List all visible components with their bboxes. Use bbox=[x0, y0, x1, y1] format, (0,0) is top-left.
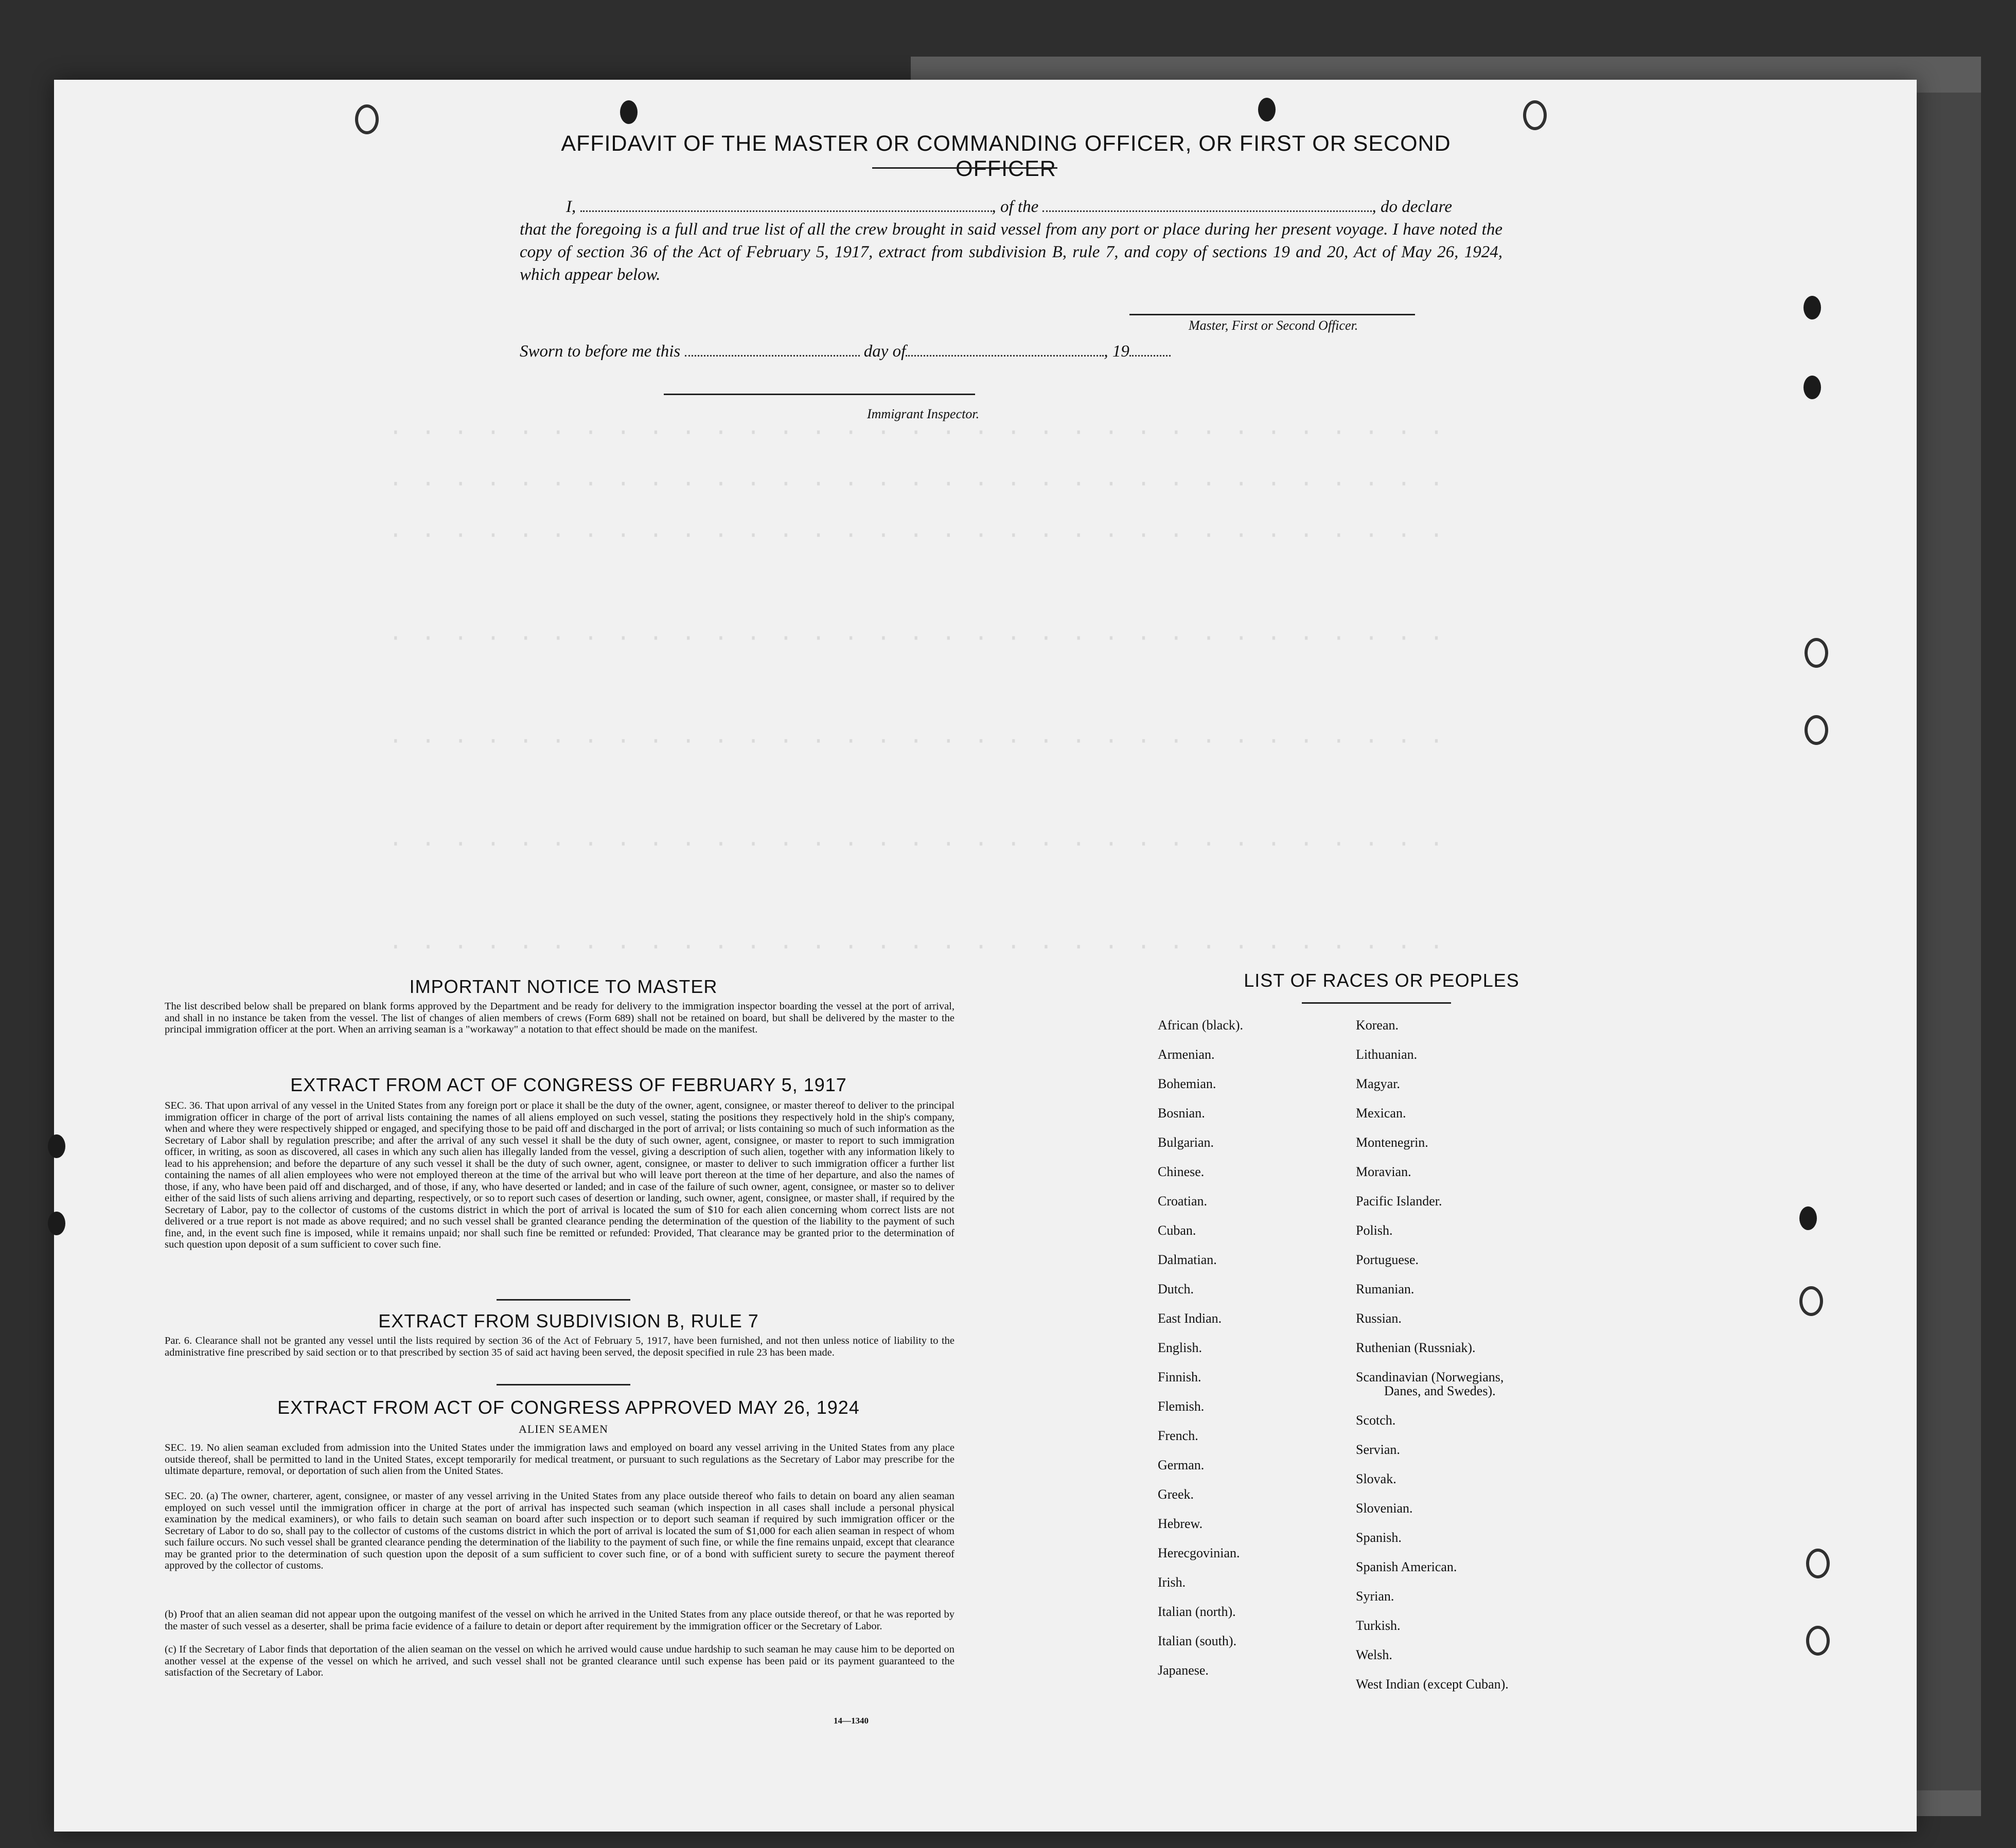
races-title: LIST OF RACES OR PEOPLES bbox=[1244, 970, 1519, 991]
race-item: Servian. bbox=[1356, 1442, 1400, 1457]
races-right-column bbox=[1356, 1018, 1509, 1706]
punch-hole bbox=[1806, 1626, 1830, 1656]
race-item: East Indian. bbox=[1158, 1311, 1222, 1326]
race-item: Montenegrin. bbox=[1356, 1135, 1428, 1150]
race-item: Scotch. bbox=[1356, 1413, 1396, 1428]
race-item: Chinese. bbox=[1158, 1164, 1205, 1179]
inspector-caption: Immigrant Inspector. bbox=[867, 406, 980, 421]
race-item: Herecgovinian. bbox=[1158, 1545, 1240, 1560]
race-item: Mexican. bbox=[1356, 1106, 1406, 1121]
punch-hole bbox=[1803, 296, 1821, 319]
master-signature-line[interactable] bbox=[1129, 314, 1415, 315]
race-item: German. bbox=[1158, 1458, 1205, 1472]
form-number: 14—1340 bbox=[834, 1716, 869, 1726]
affidavit-statement: that the foregoing is a full and true list of all the crew brought in said vessel from any port or place during her present voyage. I have noted the copy of section 36 of the Act of February 5, 1917, extract from subdivision B, rule 7, and copy of sections 19 and 20, Act of May 26, 1924, which appear below. bbox=[520, 220, 1502, 284]
race-item: Cuban. bbox=[1158, 1223, 1196, 1238]
race-item: Magyar. bbox=[1356, 1076, 1400, 1091]
section-divider bbox=[497, 1299, 630, 1301]
punch-hole bbox=[1805, 638, 1828, 668]
race-item: Bulgarian. bbox=[1158, 1135, 1214, 1150]
punch-hole bbox=[355, 104, 379, 134]
race-item: Dutch. bbox=[1158, 1282, 1194, 1296]
sworn-month-field[interactable] bbox=[906, 355, 1104, 357]
bleed-through: · · · · · · · · · · · · · · · · · · · · · · · · · · · · · · · · · bbox=[388, 934, 1446, 961]
punch-hole bbox=[620, 100, 638, 124]
bleed-through: · · · · · · · · · · · · · · · · · · · · · · · · · · · · · · · · · bbox=[388, 625, 1446, 652]
bleed-through: · · · · · · · · · · · · · · · · · · · · · · · · · · · · · · · · · bbox=[388, 419, 1446, 446]
race-item: Turkish. bbox=[1356, 1618, 1401, 1633]
race-item: Hebrew. bbox=[1158, 1516, 1203, 1531]
race-item: Danes, and Swedes). bbox=[1384, 1383, 1496, 1398]
race-item: Rumanian. bbox=[1356, 1282, 1414, 1296]
race-item: Bosnian. bbox=[1158, 1106, 1205, 1121]
sworn-day-of: day of bbox=[863, 342, 906, 361]
vessel-name-field[interactable] bbox=[1042, 210, 1372, 212]
extract-1917-title: EXTRACT FROM ACT OF CONGRESS OF FEBRUARY 5, 1917 bbox=[290, 1074, 847, 1095]
race-item: English. bbox=[1158, 1340, 1202, 1355]
extract-1924-sec20c: (c) If the Secretary of Labor finds that deportation of the alien seaman on the vessel on which he arrived would cause undue hardship to such seaman he may cause him to be deported on another vessel at the expense of the vessel on which he arrived, and such vessel shall not be granted clearance until such expense has been paid or its payment guaranteed to the satisfaction of the Secretary of Labor. bbox=[165, 1644, 954, 1678]
race-item: African (black). bbox=[1158, 1018, 1244, 1033]
punch-hole bbox=[1258, 98, 1276, 121]
race-item: Welsh. bbox=[1356, 1647, 1392, 1662]
race-item: Scandinavian (Norwegians, bbox=[1356, 1370, 1504, 1384]
sworn-year: , 19 bbox=[1104, 342, 1129, 361]
sworn-day-field[interactable] bbox=[685, 355, 860, 357]
extract-1924-sec20a: SEC. 20. (a) The owner, charterer, agent, consignee, or master of any vessel arriving in the United States from any place outside thereof who fails to detain on board any alien seaman employed on such vessel until the immigration officer in charge at the port of arrival has inspected such seaman (which inspection in all cases shall include a personal physical examination by the medical examiners), or who fails to detain such seaman on board after such inspection or to deport such seaman if required by such immigration officer or the Secretary of Labor to do so, shall pay to the collector of customs of the customs district in which the port of arrival is located the sum of $1,000 for each alien seaman in respect of whom such failure occurs. No such vessel shall be granted clearance pending the determination of the liability to the payment of such fine, or while the fine remains unpaid, except that clearance may be granted prior to the determination of such question upon the deposit of a sum sufficient to cover such fine, or of a bond with sufficient surety to secure the payment thereof approved by the collector of customs. bbox=[165, 1490, 954, 1571]
affidavit-of-the: , of the bbox=[992, 198, 1039, 216]
punch-hole bbox=[1523, 100, 1547, 130]
race-item: French. bbox=[1158, 1428, 1198, 1443]
bleed-through: · · · · · · · · · · · · · · · · · · · · · · · · · · · · · · · · · bbox=[388, 728, 1446, 755]
punch-hole bbox=[48, 1212, 65, 1235]
race-item: Ruthenian (Russniak). bbox=[1356, 1340, 1476, 1355]
races-title-underline bbox=[1302, 1002, 1451, 1004]
race-item: Pacific Islander. bbox=[1356, 1194, 1442, 1209]
race-item: Croatian. bbox=[1158, 1194, 1208, 1209]
extract-1924-sec20b: (b) Proof that an alien seaman did not appear upon the outgoing manifest of the vessel on which he arrived in the United States from any place outside thereof, or that he was reported by the master of such vessel as a deserter, shall be prima facie evidence of a failure to detain or deport after requirement by the immigration officer or the Secretary of Labor. bbox=[165, 1609, 954, 1632]
race-item: Slovak. bbox=[1356, 1471, 1396, 1486]
punch-hole bbox=[48, 1134, 65, 1158]
sworn-line bbox=[520, 342, 1171, 361]
affidavit-title: AFFIDAVIT OF THE MASTER OR COMMANDING OFFICER, OR FIRST OR SECOND OFFICER bbox=[561, 131, 1451, 181]
notice-text: The list described below shall be prepared on blank forms approved by the Department and be ready for delivery to the immigration inspector boarding the vessel at the port of arrival, and shall in no instance be taken from the vessel. The list of changes of alien members of crews (Form 689) shall not be retained on board, but shall be delivered by the master to the principal immigration officer at the port. When an arriving seaman is a "workaway" a notation to that effect should be made on the manifest. bbox=[165, 1001, 954, 1035]
race-item: Moravian. bbox=[1356, 1164, 1411, 1179]
master-signature-caption: Master, First or Second Officer. bbox=[1189, 318, 1358, 333]
punch-hole bbox=[1799, 1206, 1817, 1230]
race-item: Armenian. bbox=[1158, 1047, 1215, 1062]
race-item: Slovenian. bbox=[1356, 1501, 1413, 1516]
race-item: Lithuanian. bbox=[1356, 1047, 1418, 1062]
race-item: Korean. bbox=[1356, 1018, 1399, 1033]
extract-1924-sec19: SEC. 19. No alien seaman excluded from admission into the United States under the immigration laws and employed on board any vessel arriving in the United States from any place outside thereof, shall be permitted to land in the United States, except temporarily for medical treatment, or pursuant to such regulations as the Secretary of Labor may prescribe for the ultimate departure, removal, or deportation of such alien from the United States. bbox=[165, 1442, 954, 1477]
extract-1917-text: SEC. 36. That upon arrival of any vessel in the United States from any foreign port or place it shall be the duty of the owner, agent, consignee, or master thereof to deliver to the principal immigration officer in charge of the port of arrival lists containing the names of all aliens employed on such vessel, stating the positions they respectively hold in the ship's company, when and where they were respectively shipped or engaged, and specifying those to be paid off and discharged in the port of arrival; or lists containing so much of such information as the Secretary of Labor shall by regulation prescribe; and after the arrival of any such vessel it shall be the duty of such owner, agent, consignee, or master to report to such immigration officer, in writing, as soon as discovered, all cases in which any such alien has illegally landed from the vessel, giving a description of such alien, together with any information likely to lead to his apprehension; and before the departure of any such vessel it shall be the duty of such owner, agent, consignee, or master to deliver to such immigration officer a further list containing the names of all alien employees who were not employed thereon at the time of the arrival but who will leave port thereon at the time of her departure, and also the names of those, if any, who have been paid off and discharged, and of those, if any, who have deserted or landed; and in case of the failure of such owner, agent, consignee, or master so to deliver either of the said lists of such aliens arriving and departing, respectively, or so to report such cases of desertion or landing, such owner, agent, consignee, or master shall, if required by the Secretary of Labor, pay to the collector of customs of the customs district in which the port of arrival is located the sum of $10 for each alien concerning whom correct lists are not delivered or a true report is not made as above required; and no such vessel shall be granted clearance pending the determination of the question of the liability to the payment of such fine, and, in the event such fine is imposed, while it remains unpaid; nor shall such fine be remitted or refunded: Provided, That clearance may be granted prior to the determination of such question upon deposit of a sum sufficient to cover such fine. bbox=[165, 1100, 954, 1250]
punch-hole bbox=[1799, 1286, 1823, 1316]
manifest-sheet bbox=[54, 80, 1917, 1832]
race-item: Greek. bbox=[1158, 1487, 1194, 1502]
title-underline bbox=[872, 167, 1057, 169]
affidavit-declare: , do declare bbox=[1372, 198, 1452, 216]
race-item: Syrian. bbox=[1356, 1589, 1394, 1604]
section-divider bbox=[497, 1384, 630, 1385]
bleed-through: · · · · · · · · · · · · · · · · · · · · · · · · · · · · · · · · · bbox=[388, 471, 1446, 497]
race-item: Flemish. bbox=[1158, 1399, 1205, 1414]
sworn-year-field[interactable] bbox=[1129, 355, 1171, 357]
inspector-signature-line[interactable] bbox=[664, 394, 975, 395]
race-item: Dalmatian. bbox=[1158, 1252, 1217, 1267]
race-item: Irish. bbox=[1158, 1575, 1186, 1590]
bleed-through: · · · · · · · · · · · · · · · · · · · · · · · · · · · · · · · · · bbox=[388, 831, 1446, 858]
alien-seamen-subtitle: ALIEN SEAMEN bbox=[519, 1423, 608, 1435]
race-item: Polish. bbox=[1356, 1223, 1393, 1238]
officer-name-field[interactable] bbox=[580, 210, 992, 212]
sworn-prefix: Sworn to before me this bbox=[520, 342, 681, 361]
extract-1924-title: EXTRACT FROM ACT OF CONGRESS APPROVED MAY 26, 1924 bbox=[277, 1397, 860, 1418]
punch-hole bbox=[1805, 715, 1828, 745]
bleed-through: · · · · · · · · · · · · · · · · · · · · · · · · · · · · · · · · · bbox=[388, 522, 1446, 549]
race-item: Italian (north). bbox=[1158, 1604, 1236, 1619]
race-item: West Indian (except Cuban). bbox=[1356, 1677, 1509, 1692]
notice-title: IMPORTANT NOTICE TO MASTER bbox=[409, 976, 718, 997]
race-item: Russian. bbox=[1356, 1311, 1402, 1326]
extract-rule7-title: EXTRACT FROM SUBDIVISION B, RULE 7 bbox=[378, 1310, 759, 1331]
race-item: Spanish. bbox=[1356, 1530, 1402, 1545]
race-item: Japanese. bbox=[1158, 1663, 1209, 1678]
extract-rule7-text: Par. 6. Clearance shall not be granted any vessel until the lists required by section 36 of the Act of February 5, 1917, have been furnished, and not then unless notice of liability to the administrative fine prescribed by said section or to that prescribed by section 35 of said act having been served, the deposit specified in rule 23 has been made. bbox=[165, 1335, 954, 1358]
race-item: Spanish American. bbox=[1356, 1559, 1457, 1574]
punch-hole bbox=[1803, 376, 1821, 399]
punch-hole bbox=[1806, 1549, 1830, 1578]
race-item: Italian (south). bbox=[1158, 1633, 1237, 1648]
races-left-column bbox=[1158, 1018, 1243, 1692]
race-item: Finnish. bbox=[1158, 1370, 1201, 1384]
affidavit-i: I, bbox=[566, 198, 576, 216]
race-item: Portuguese. bbox=[1356, 1252, 1419, 1267]
race-item: Bohemian. bbox=[1158, 1076, 1216, 1091]
affidavit-statement-block bbox=[520, 196, 1502, 286]
